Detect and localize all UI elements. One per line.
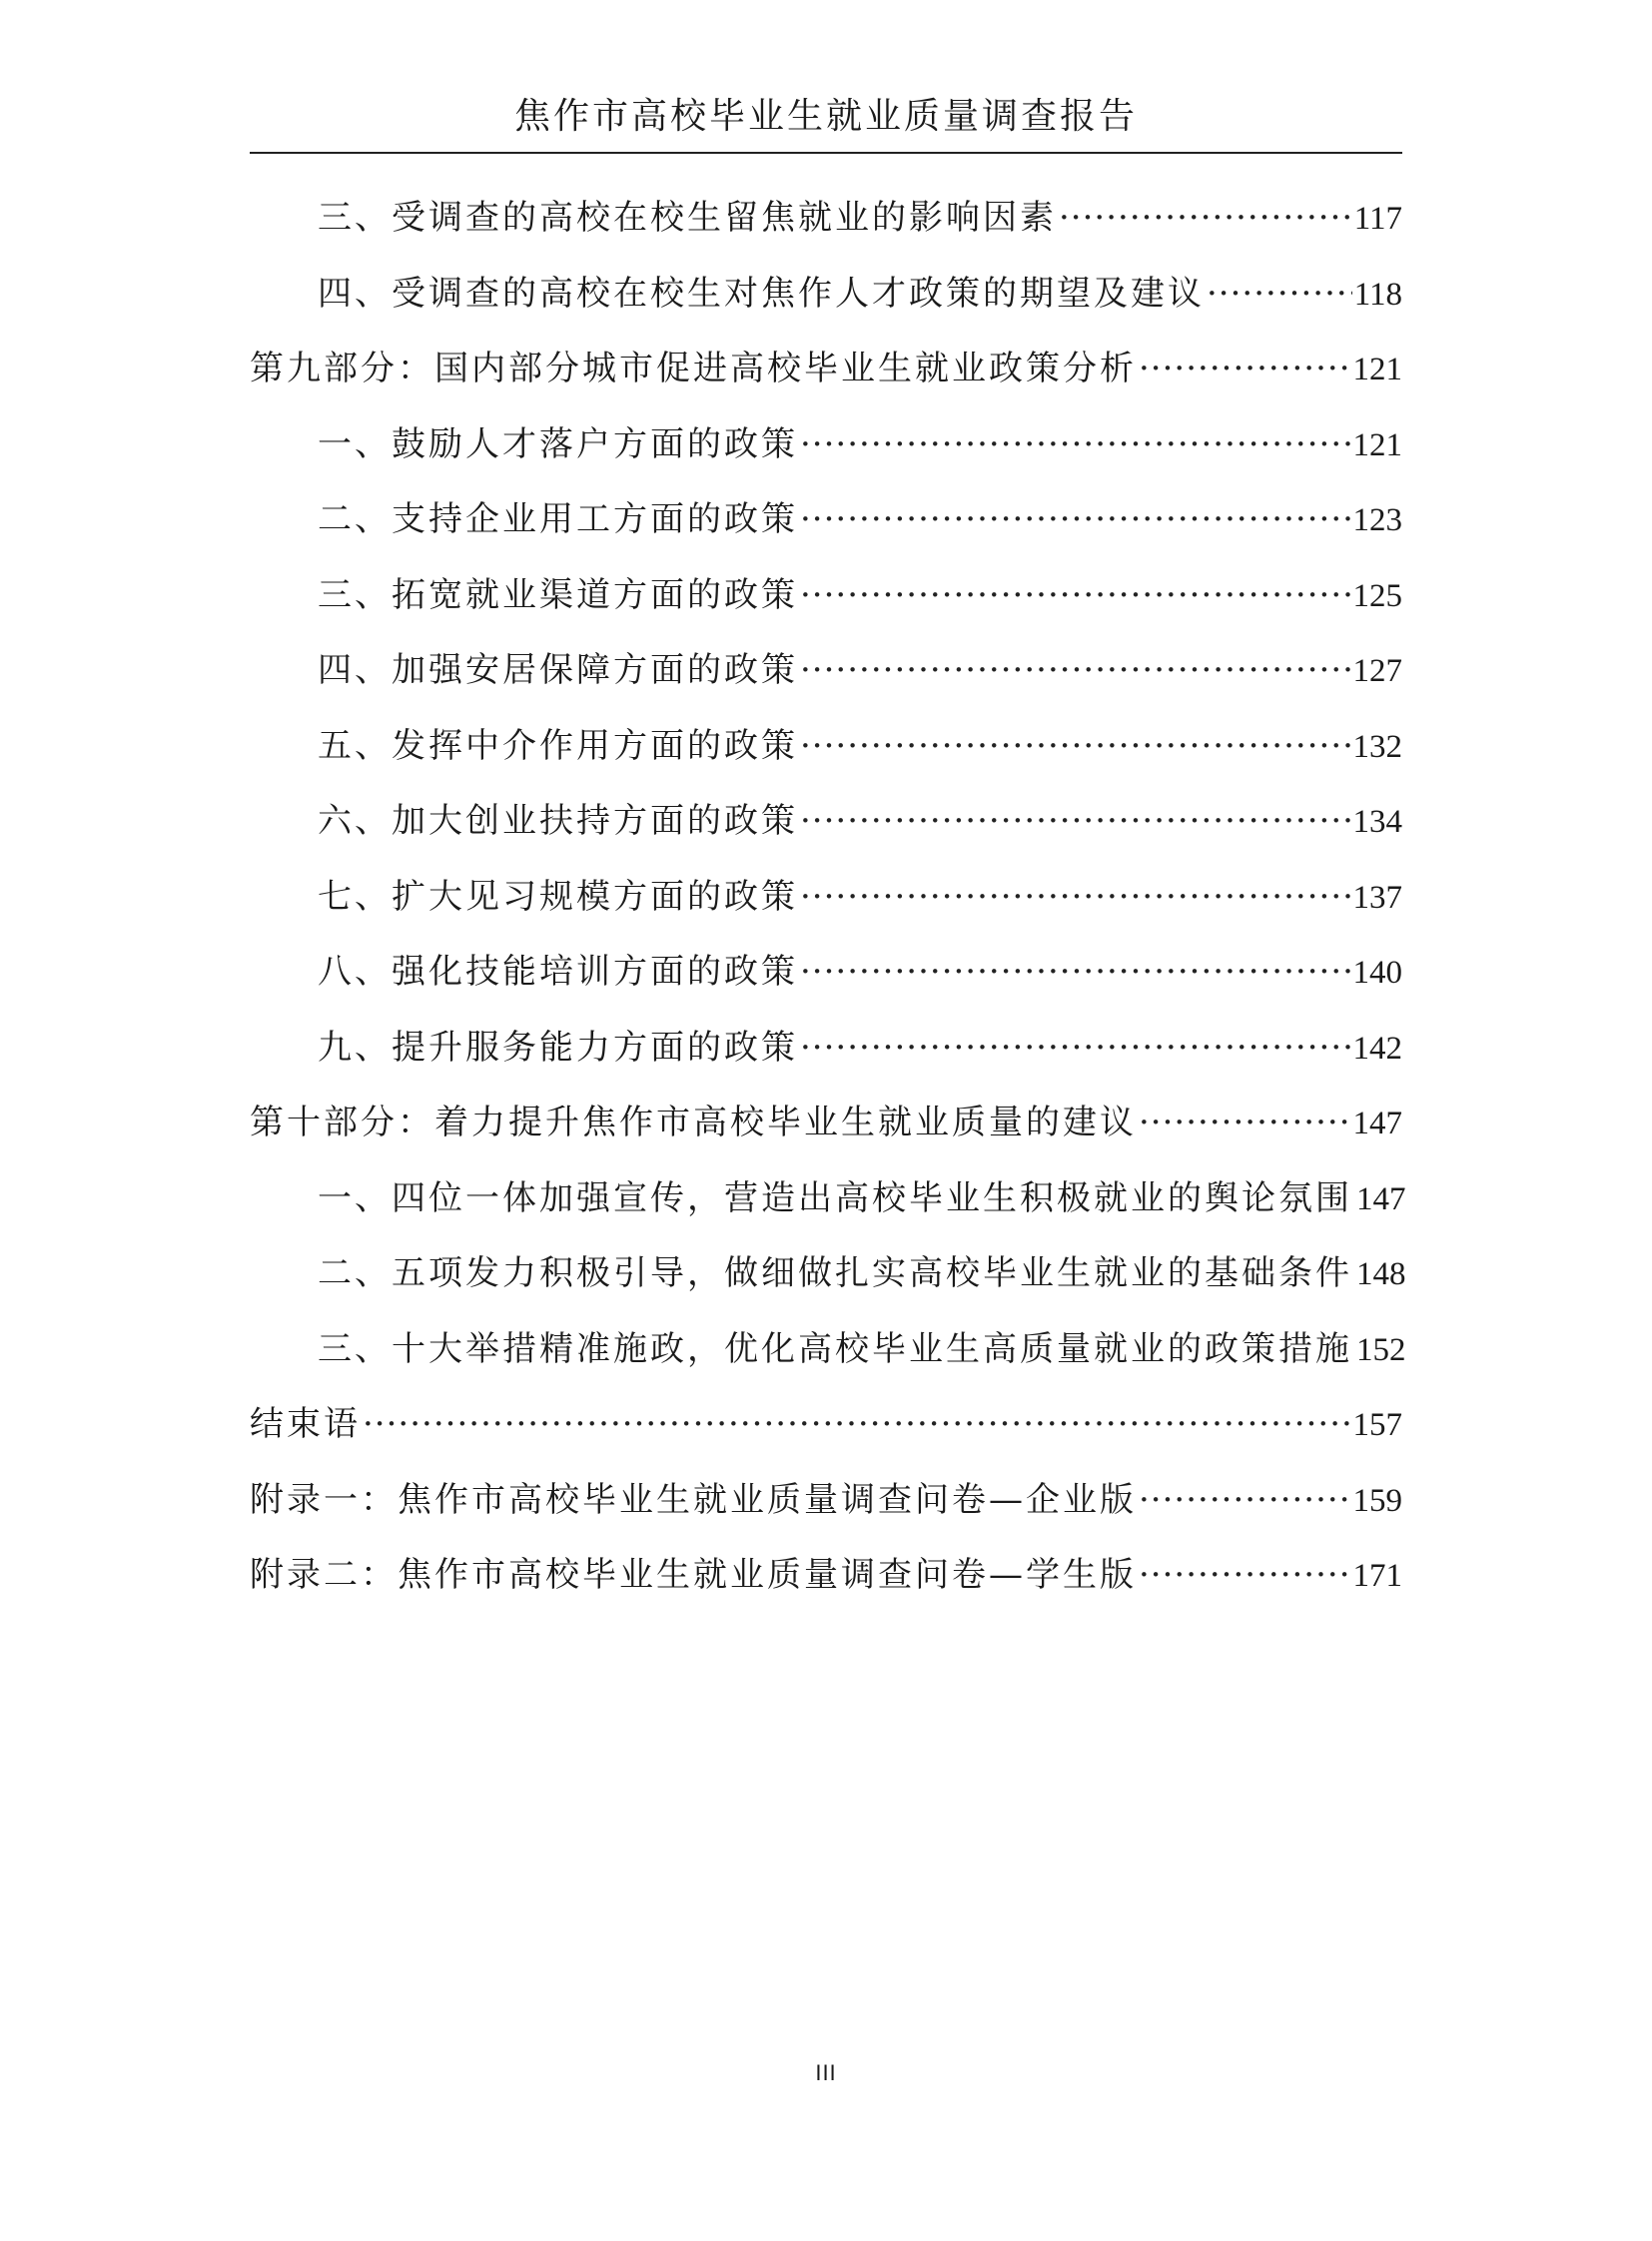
- toc-dot-leader: [800, 723, 1351, 769]
- toc-entry-title: 八、强化技能培训方面的政策: [318, 952, 798, 992]
- toc-entry[interactable]: [250, 949, 1402, 1025]
- toc-entry-title: 附录一：焦作市高校毕业生就业质量调查问卷—企业版: [250, 1479, 1137, 1520]
- toc-entry-page-number: 127: [1352, 653, 1402, 689]
- table-of-contents: [250, 195, 1406, 1628]
- running-header-title: 焦作市高校毕业生就业质量调查报告: [513, 96, 1138, 137]
- toc-entry[interactable]: [250, 874, 1402, 950]
- toc-entry-page-number: 132: [1352, 728, 1402, 765]
- toc-entry[interactable]: [250, 1025, 1402, 1101]
- toc-entry[interactable]: [250, 271, 1402, 347]
- toc-entry-page-number: 118: [1353, 276, 1402, 313]
- toc-dot-leader: [800, 496, 1351, 542]
- toc-entry[interactable]: [250, 1326, 1406, 1402]
- toc-entry-title: 二、支持企业用工方面的政策: [318, 499, 798, 539]
- toc-dot-leader: [800, 1025, 1351, 1071]
- toc-dot-leader: [800, 949, 1351, 995]
- toc-dot-leader: [800, 421, 1351, 467]
- toc-entry-title: 三、十大举措精准施政，优化高校毕业生高质量就业的政策措施: [318, 1328, 1352, 1369]
- toc-entry[interactable]: [250, 798, 1402, 874]
- toc-dot-leader: [1139, 1477, 1351, 1523]
- toc-entry[interactable]: [250, 1401, 1402, 1477]
- toc-entry-title: 二、五项发力积极引导，做细做扎实高校毕业生就业的基础条件: [318, 1253, 1352, 1293]
- toc-entry-page-number: 125: [1352, 577, 1402, 614]
- toc-entry[interactable]: [250, 647, 1402, 723]
- toc-entry-page-number: 147: [1352, 1106, 1402, 1141]
- toc-entry[interactable]: [250, 723, 1402, 799]
- toc-entry-title: 六、加大创业扶持方面的政策: [318, 801, 798, 841]
- toc-entry[interactable]: [250, 1477, 1402, 1553]
- toc-entry-page-number: 137: [1352, 879, 1402, 916]
- toc-entry-title: 四、加强安居保障方面的政策: [318, 650, 798, 690]
- toc-entry-page-number: 152: [1356, 1331, 1406, 1368]
- toc-entry[interactable]: [250, 346, 1402, 421]
- toc-entry[interactable]: [250, 496, 1402, 572]
- toc-entry-title: 五、发挥中介作用方面的政策: [318, 725, 798, 766]
- toc-entry[interactable]: [250, 1100, 1402, 1175]
- toc-entry-page-number: 140: [1352, 955, 1402, 991]
- toc-entry-title: 一、四位一体加强宣传，营造出高校毕业生积极就业的舆论氛围: [318, 1177, 1352, 1218]
- toc-entry[interactable]: [250, 195, 1402, 271]
- toc-dot-leader: [1139, 1552, 1351, 1598]
- toc-entry-title: 结束语: [250, 1404, 361, 1444]
- toc-entry-title: 一、鼓励人才落户方面的政策: [318, 423, 798, 464]
- toc-entry-page-number: 117: [1353, 201, 1402, 237]
- toc-entry[interactable]: [250, 572, 1402, 648]
- toc-entry-title: 三、受调查的高校在校生留焦就业的影响因素: [318, 198, 1057, 238]
- toc-entry-page-number: 157: [1352, 1407, 1402, 1443]
- toc-entry-page-number: 147: [1356, 1180, 1406, 1217]
- toc-entry[interactable]: [250, 1552, 1402, 1628]
- toc-dot-leader: [1139, 1100, 1351, 1145]
- toc-entry-page-number: 134: [1352, 804, 1402, 840]
- toc-entry-page-number: 159: [1352, 1482, 1402, 1519]
- toc-entry[interactable]: [250, 421, 1402, 497]
- toc-entry-page-number: 121: [1352, 352, 1402, 387]
- page-number: III: [815, 2060, 837, 2085]
- toc-entry-page-number: 123: [1352, 502, 1402, 538]
- toc-dot-leader: [800, 647, 1351, 693]
- toc-entry-title: 三、拓宽就业渠道方面的政策: [318, 574, 798, 615]
- toc-entry-title: 九、提升服务能力方面的政策: [318, 1027, 798, 1068]
- toc-entry-title: 第九部分：国内部分城市促进高校毕业生就业政策分析: [250, 349, 1137, 388]
- toc-entry-title: 四、受调查的高校在校生对焦作人才政策的期望及建议: [318, 273, 1205, 314]
- toc-entry[interactable]: [250, 1250, 1406, 1326]
- toc-dot-leader: [1207, 271, 1352, 317]
- toc-entry-page-number: 148: [1356, 1256, 1406, 1292]
- toc-entry-page-number: 121: [1352, 426, 1402, 463]
- toc-entry[interactable]: [250, 1175, 1406, 1251]
- toc-dot-leader: [800, 572, 1351, 618]
- toc-dot-leader: [1139, 346, 1351, 391]
- page-header: [250, 92, 1402, 154]
- toc-dot-leader: [1059, 195, 1352, 241]
- toc-dot-leader: [800, 874, 1351, 920]
- toc-entry-page-number: 171: [1352, 1558, 1402, 1594]
- toc-dot-leader: [800, 798, 1351, 844]
- toc-entry-page-number: 142: [1352, 1030, 1402, 1067]
- toc-dot-leader: [363, 1401, 1351, 1447]
- toc-entry-title: 七、扩大见习规模方面的政策: [318, 876, 798, 917]
- toc-entry-title: 附录二：焦作市高校毕业生就业质量调查问卷—学生版: [250, 1555, 1137, 1595]
- toc-entry-title: 第十部分：着力提升焦作市高校毕业生就业质量的建议: [250, 1103, 1137, 1142]
